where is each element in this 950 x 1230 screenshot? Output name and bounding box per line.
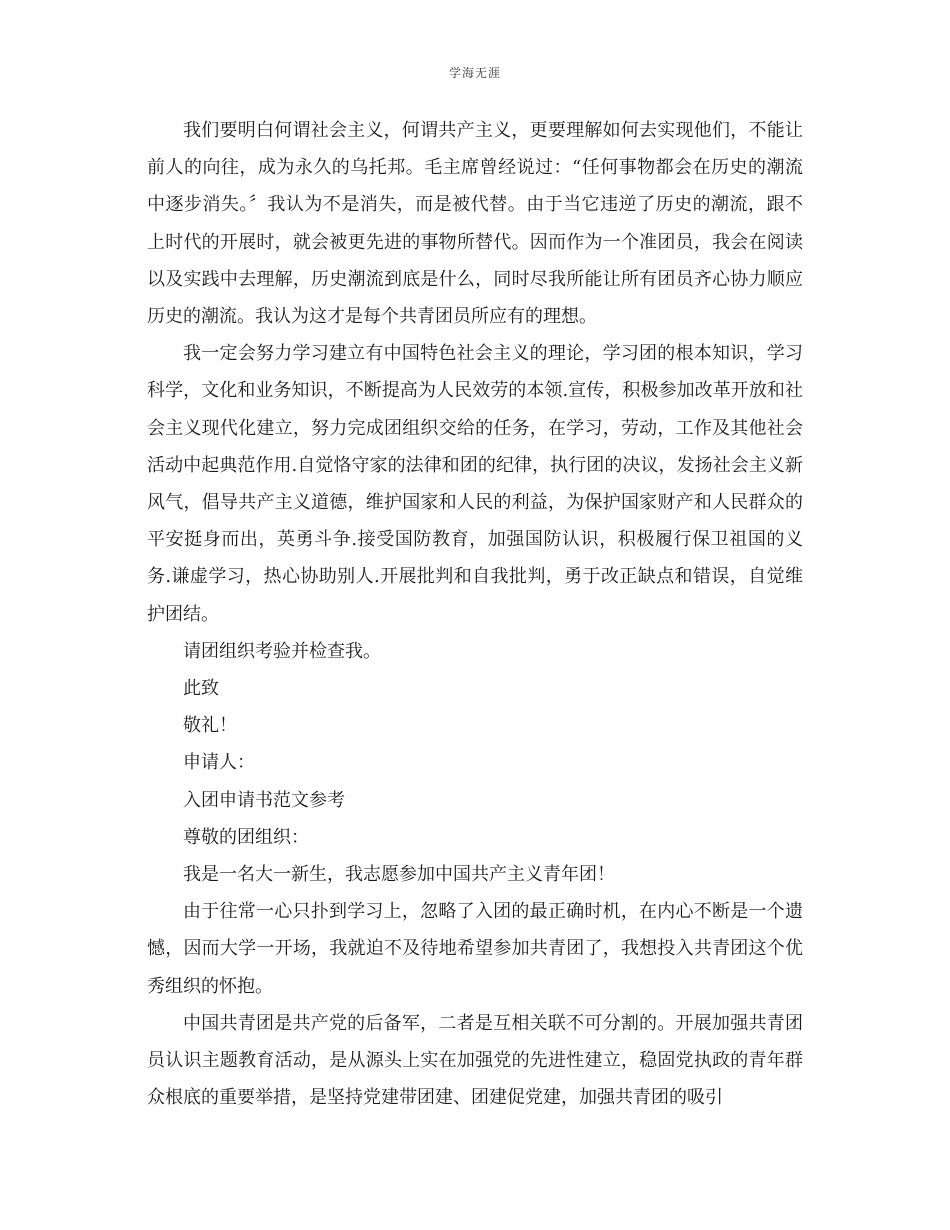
paragraph-regret: 由于往常一心只扑到学习上，忽略了入团的最正确时机，在内心不断是一个遗憾，因而大学一开场，我就迫不及待地希望参加共青团了，我想投入共青团这个优秀组织的怀抱。 [147,901,803,997]
document-body [147,112,803,1116]
paragraph-socialism-ideal: 我们要明白何谓社会主义，何谓共产主义，更要理解如何去实现他们，不能让前人的向往，成为永久的乌托邦。毛主席曾经说过：“任何事物都会在历史的潮流中逐步消失。〞我认为不是消失，而是被代替。由于当它违逆了历史的潮流，跟不上时代的开展时，就会被更先进的事物所替代。因而作为一个准团员，我会在阅读以及实践中去理解，历史潮流到底是什么，同时尽我所能让所有团员齐心协力顺应历史的潮流。我认为这才是每个共青团员所应有的理想。 [147,120,803,328]
page-header: 学海无涯 [448,66,501,80]
paragraph-league-role: 中国共青团是共产党的后备军，二者是互相关联不可分割的。开展加强共青团员认识主题教育活动，是从源头上实在加强党的先进性建立，稳固党执政的青年群众根底的重要举措，是坚持党建带团建、团建促党建，加强共青团的吸引 [147,1012,803,1109]
closing-jingli: 敬礼！ [183,715,237,737]
salutation: 尊敬的团组织： [183,826,309,848]
closing-cizhi: 此致 [183,678,219,700]
paragraph-commitments: 我一定会努力学习建立有中国特色社会主义的理论，学习团的根本知识，学习科学，文化和业务知识，不断提高为人民效劳的本领.宣传，积极参加改革开放和社会主义现代化建立，努力完成团组织交给的任务，在学习，劳动，工作及其他社会活动中起典范作用.自觉恪守家的法律和团的纪律，执行团的决议，发扬社会主义新风气，倡导共产主义道德，维护国家和人民的利益，为保护国家财产和人民群众的平安挺身而出，英勇斗争.接受国防教育，加强国防认识，积极履行保卫祖国的义务.谦虚学习，热心协助别人.开展批判和自我批判，勇于改正缺点和错误，自觉维护团结。 [147,343,803,625]
applicant-label: 申请人： [183,752,255,774]
paragraph-intro: 我是一名大一新生，我志愿参加中国共产主义青年团！ [183,864,615,886]
paragraph-request-inspection: 请团组织考验并检查我。 [183,640,381,662]
sample-title: 入团申请书范文参考 [183,789,345,811]
